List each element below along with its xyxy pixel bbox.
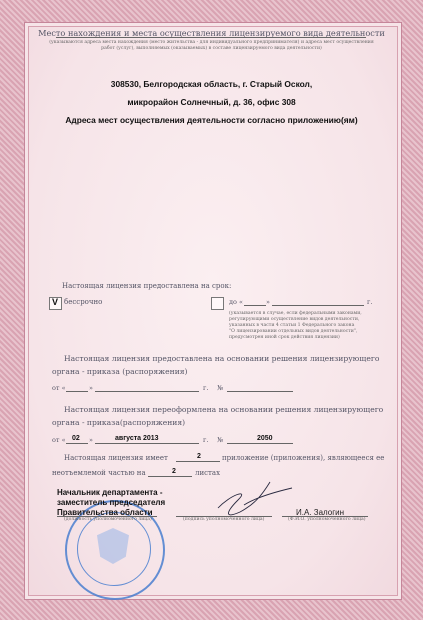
basis-close: » (89, 384, 93, 392)
basis-number-sign: № (217, 384, 224, 392)
term-label: Настоящая лицензия предоставлена на срок: (62, 282, 232, 290)
signer-position-2: заместитель председателя (57, 498, 166, 507)
reissue-number-sign: № (217, 436, 224, 444)
reissue-line-1: Настоящая лицензия переоформлена на основании решения лицензирующего (64, 405, 384, 414)
reissue-day: 02 (72, 435, 80, 442)
check-mark: V (52, 297, 59, 307)
until-prefix: до « (229, 298, 243, 306)
appendix-prefix: Настоящая лицензия имеет (64, 454, 168, 462)
reissue-line-2: органа - приказа(распоряжения) (52, 418, 186, 427)
term-note-1: (указывается в случае, если федеральными законами, (229, 311, 362, 316)
name-caption: (Ф.И.О. уполномоченного лица) (288, 517, 366, 522)
term-note-2: регулирующими осуществление видов деятельности, (229, 317, 360, 322)
heading-note-1: (указываются адреса места нахождения (место жительства - для индивидуального предпринимателя) и адреса мест осуществления (49, 40, 374, 45)
reissue-year-suffix: г. (203, 436, 209, 444)
appendix-sheets: 2 (172, 468, 176, 475)
heading-note-2: работ (услуг), выполняемых (оказываемых) в составе лицензируемого вида деятельности) (101, 46, 322, 51)
position-caption: (должность уполномоченного лица) (64, 517, 152, 522)
term-note-5: предусмотрен иной срок действия лицензии) (229, 335, 340, 340)
basis-line-2: органа - приказа (распоряжения) (52, 367, 188, 376)
unlimited-label: бессрочно (64, 298, 103, 306)
reissue-month-year: августа 2013 (115, 435, 159, 442)
reissue-close: » (89, 436, 93, 444)
signer-name: И.А. Залогин (296, 508, 345, 517)
signer-position-1: Начальник департамента - (57, 488, 163, 497)
term-note-4: "О лицензировании отдельных видов деятельности", (229, 329, 358, 334)
appendix-line-2-suffix: листах (195, 469, 221, 477)
basis-line-1: Настоящая лицензия предоставлена на основании решения лицензирующего (64, 354, 380, 363)
until-mid: » (266, 298, 270, 306)
reissue-from: от « (52, 436, 66, 444)
basis-year-suffix: г. (203, 384, 209, 392)
address-line-3: Адреса мест осуществления деятельности согласно приложению(ям) (65, 115, 358, 125)
address-line-2: микрорайон Солнечный, д. 36, офис 308 (127, 97, 296, 107)
signature-caption: (подпись уполномоченного лица) (183, 517, 265, 522)
location-heading: Место нахождения и места осуществления лицензируемого вида деятельности (38, 28, 385, 38)
appendix-suffix: приложение (приложения), являющееся ее (222, 454, 385, 462)
term-note-3: указанных в части 4 статьи 1 Федерального закона (229, 323, 355, 328)
basis-from: от « (52, 384, 66, 392)
appendix-line-2-prefix: неотъемлемой частью на (52, 469, 146, 477)
reissue-number: 2050 (257, 435, 273, 442)
signer-position-3: Правительства области (57, 508, 153, 517)
appendix-count: 2 (197, 453, 201, 460)
until-year-suffix: г. (367, 298, 373, 306)
address-line-1: 308530, Белгородская область, г. Старый Оскол, (110, 79, 313, 89)
